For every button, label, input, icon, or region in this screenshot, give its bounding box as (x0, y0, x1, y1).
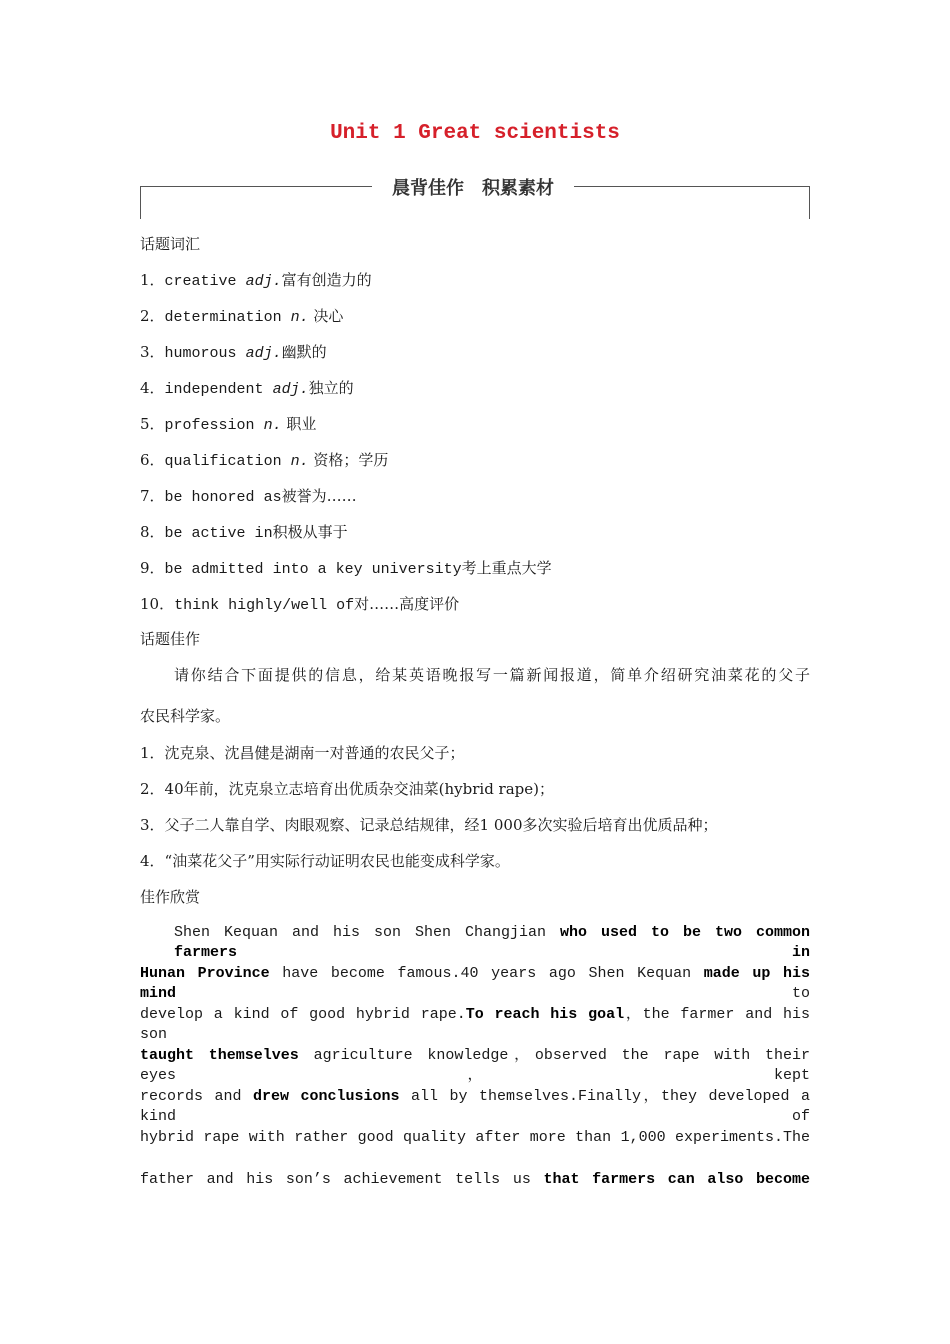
point-item: 1．沈克泉、沈昌健是湖南一对普通的农民父子； (140, 744, 465, 762)
vocab-number: 2． (140, 307, 165, 325)
vocab-item (140, 486, 810, 508)
vocab-meaning: 积极从事于 (272, 523, 348, 541)
vocab-meaning: 考上重点大学 (461, 559, 552, 577)
vocab-number: 9． (140, 559, 165, 577)
vocab-meaning: 富有创造力的 (281, 271, 372, 289)
section-banner (140, 172, 810, 222)
page-title: Unit 1 Great scientists (330, 122, 620, 145)
vocab-meaning: 决心 (308, 307, 344, 325)
vocab-item (140, 378, 810, 400)
vocab-word: humorous (164, 345, 246, 362)
vocab-number: 3． (140, 343, 165, 361)
banner-rule-left (140, 186, 372, 187)
vocab-word: be admitted into a key university (164, 561, 462, 578)
vocab-meaning: 对……高度评价 (354, 595, 460, 613)
vocab-number: 7． (140, 487, 165, 505)
vocab-pos: n. (290, 309, 309, 326)
vocab-item (140, 522, 810, 544)
banner-bracket-right (809, 186, 810, 219)
prompt-line-2: 农民科学家。 (140, 707, 231, 725)
vocab-number: 5． (140, 415, 165, 433)
essay-line: Shen Kequan and his son Shen Changjian who used to be two common farmers in (174, 924, 810, 961)
point-item: 3．父子二人靠自学、肉眼观察、记录总结规律，经1 000多次实验后培育出优质品种； (140, 816, 718, 834)
vocab-meaning: 职业 (281, 415, 317, 433)
section-heading-writing: 话题佳作 (140, 630, 201, 648)
vocab-number: 4． (140, 379, 165, 397)
vocab-word: determination (164, 309, 291, 326)
vocab-meaning: 幽默的 (281, 343, 327, 361)
vocab-word: think highly/well of (174, 597, 355, 614)
vocab-number: 10． (140, 595, 175, 613)
point-item: 4．“油菜花父子”用实际行动证明农民也能变成科学家。 (140, 852, 510, 870)
vocab-meaning: 资格；学历 (308, 451, 389, 469)
vocab-number: 1． (140, 271, 165, 289)
vocab-item (140, 342, 810, 364)
section-heading-appreciation: 佳作欣赏 (140, 888, 201, 906)
vocab-word: creative (164, 273, 246, 290)
vocab-pos: adj. (272, 381, 309, 398)
essay-line: records and drew conclusions all by themselves.Finally，they developed a kind of (140, 1088, 810, 1125)
vocab-pos: adj. (245, 273, 282, 290)
vocab-pos: n. (290, 453, 309, 470)
essay-line: develop a kind of good hybrid rape.To reach his goal，the farmer and his son (140, 1006, 810, 1043)
section-heading-vocab: 话题词汇 (140, 235, 201, 253)
vocab-number: 6． (140, 451, 165, 469)
banner-text: 晨背佳作 积累素材 (392, 178, 554, 199)
vocab-word: be active in (164, 525, 273, 542)
essay-line: Hunan Province have become famous.40 years ago Shen Kequan made up his mind to (140, 965, 810, 1002)
vocab-item (140, 594, 810, 616)
vocab-word: qualification (164, 453, 291, 470)
essay-line: hybrid rape with rather good quality after more than 1,000 experiments.The (140, 1129, 810, 1146)
banner-rule-right (574, 186, 810, 187)
vocab-word: profession (164, 417, 264, 434)
prompt-line-1: 请你结合下面提供的信息，给某英语晚报写一篇新闻报道，简单介绍研究油菜花的父子 (174, 666, 810, 684)
vocab-item (140, 558, 810, 580)
vocab-pos: n. (263, 417, 282, 434)
vocab-item (140, 306, 810, 328)
point-item: 2．40年前，沈克泉立志培育出优质杂交油菜(hybrid rape)； (140, 780, 555, 798)
banner-bracket-left (140, 186, 141, 219)
vocab-meaning: 被誉为…… (281, 487, 357, 505)
vocab-item (140, 450, 810, 472)
vocab-number: 8． (140, 523, 165, 541)
vocab-meaning: 独立的 (308, 379, 354, 397)
vocab-pos: adj. (245, 345, 282, 362)
vocab-item (140, 270, 810, 292)
essay-line: taught themselves agriculture knowledge，observed the rape with their eyes，kept (140, 1047, 810, 1084)
vocab-word: independent (164, 381, 273, 398)
essay-line: father and his son’s achievement tells us that farmers can also become (140, 1171, 810, 1188)
vocab-item (140, 414, 810, 436)
vocab-word: be honored as (164, 489, 282, 506)
